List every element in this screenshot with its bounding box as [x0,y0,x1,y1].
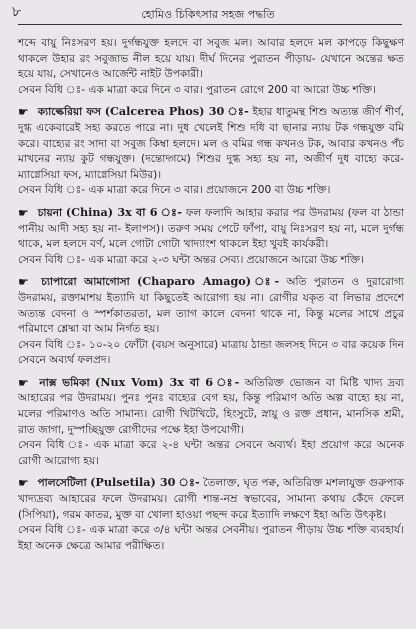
remedy-name-en: (Chaparo Amago) ঃ- [136,274,280,289]
remedy-name-bn: চ্যাপারো আমাগোসা [41,276,130,289]
running-title: হোমিও চিকিৎসার সহজ পদ্ধতি [141,8,275,21]
intro-paragraph: শব্দে বায়ু নিঃসরণ হয়। দুর্গন্ধযুক্ত হলদে বা সবুজ মল। আবার হলদে মল কাপড়ে কিছুক্ষণ থাকলে উহার রং সবুজাভ নীল হয়ে যায়। দীর্ঘ দিনের পুরাতন পীড়ায়- যেখানে অন্তের ক্ষত হয়ে যায়, সেখানেও আর্জেন্ট নাইট উপকারী। [18,37,404,81]
page-body [18,36,404,554]
remedy-description: অতিরিক্ত ভোজন বা মিষ্টি খাদ্য দ্রব্য আহারের পর উদরাময়। পুনঃ পুনঃ বাহ্যের বেগ হয়, কিন্তু পরিমাণ অতি অল্প বাহ্যে হয় না, মলের পরিমাণও অতি সামান্য। রোগী খিটখিটে, হিংসুটে, স্নায়ু ও রক্ত প্রধান, মানসিক শ্রমী, রাত জাগা, দুস্পচ্ছিয়ুক্ত রোগীদের পক্ষে ইহা উপযোগী। [18,376,404,436]
remedy-name-en: (Pulsetila) 30 ঃ- [90,475,200,490]
remedy-section [18,205,404,268]
remedy-name-bn: চায়না [37,206,63,219]
remedy-dosage: সেবন বিধি ঃ- এক মাত্রা করে ৩/৪ ঘন্টা অন্তর সেবনীয়। পুরাতন পীড়ায় উচ্চ শক্তি ব্যবহার্য। ইহা অনেক ক্ষেত্রে আমার পরীক্ষিত। [18,524,404,552]
pointing-hand-icon: ☛ [18,105,29,120]
remedy-description: তৈলাক্ত, ঘৃত পক্ব, অতিরিক্ত মশলাযুক্ত গুরুপাক খাদ্যদ্রব্য আহারের ফলে উদরাময়। রোগী শান্ত-নম্র স্বভাবের, সামান্য কথায় কেঁদে ফেলে (সিপিয়া), গরম কাতর, মুক্ত বা খোলা হাওয়া পছন্দ করে ইত্যাদি লক্ষণে ইহা অতি উৎকৃষ্ট। [18,477,404,521]
pointing-hand-icon: ☛ [18,476,29,491]
remedy-description: অতি পুরাতন ও দুরারোগ্য উদরাময়, রক্তামাশয় ইত্যাদি যা কিছুতেই আরোগ্য হয় না। রোগীর যকৃত বা লিভার প্রদেশে অত্যন্ত বেদনা ও স্পর্শকাতরতা, মল ত্যাগ কালে বেদনা থাকে না, কিন্তু মলের সাথে প্রচুর পরিমাণে শ্লেষ্মা বা আম নির্গত হয়। [18,276,404,336]
remedy-section [18,274,404,369]
remedy-description: ইহার ধাতুমন্থ শিশু অত্যন্ত জীর্ণ শীর্ণ, দুগ্ধ একেবারেই সহ্য করতে পারে না। দুধ খেলেই শিশু দধি বা ছানার ন্যায় টক গন্ধযুক্ত বমি করে। বাহ্যের রং সাদা বা সবুজ কিম্বা হলদে। মল ও বমির গন্ধ কখনও টক, আবার কখনও পঁচ মাখনের ন্যায় কুট গন্ধযুক্ত। (দন্তোদ্গমে) শিশুর দুগ্ধ সহ্য হয় না, অজীর্ণ দুধ বাহ্যে করে- ম্যাগ্নেসিয়া ফস, ম্যাগ্নেসিয়া মিউর)। [18,106,405,181]
remedy-section [18,375,404,470]
pointing-hand-icon: ☛ [18,375,29,390]
page-number: ৮ [12,4,22,20]
header-rule [18,24,402,25]
remedy-name-bn: পালসেটিলা [37,477,87,490]
pointing-hand-icon: ☛ [18,205,29,220]
remedy-dosage: সেবন বিধি ঃ- এক মাত্রা করে ২-৩ ঘন্টা অন্তর সেব্য। প্রয়োজনে আরো উচ্চ শক্তি। [18,253,365,266]
remedy-dosage: সেবন বিধি ঃ- ১০-২০ ফোঁটা (বয়স অনুসারে) মাত্রায় ঠান্ডা জলসহ দিনে ৩ বার কয়েক দিন সেবনে অব্যর্থ ফলপ্রদ। [18,338,404,367]
remedy-name-bn: ক্যাল্কেরিয়া ফস [37,106,102,119]
remedy-name-en: (Nux Vom) 3x বা 6 ঃ- [95,374,240,389]
intro-dosage: সেবন বিধি ঃ- এক মাত্রা করে দিনে ৩ বার। পুরাতন রোগে 200 বা আরো উচ্চ শক্তি। [18,83,376,96]
remedy-name-en: (Calcerea Phos) 30 ঃ- [104,104,249,119]
remedy-dosage: সেবন বিধি ঃ- এক মাত্রা করে ২-৪ ঘন্টা অন্তর সেবনে অব্যর্থ। ইহা প্রয়োগ করে অনেক রোগী আরোগ্য হয়। [18,439,404,467]
remedy-section [18,104,404,199]
remedy-name-en: (China) 3x বা 6 ঃ- [65,204,182,219]
pointing-hand-icon: ☛ [18,275,29,290]
remedy-description: ফল ফলাদি আহার করার পর উদরাময় (ফল বা ঠান্ডা পানীয় আদী সহ্য হয় না- ইলাপস)। তরুণ সময় পেটে ফাঁপা, বায়ু নিঃসরণ হয় না, মলে দুর্গন্ধ থাকে, মল হলদে বর্ণ, মলে গোটা গোটা খাদ্যাংশ থাকলে ইহা খুবই কার্যকরী। [18,206,404,251]
remedy-section [18,475,404,554]
page-header [10,5,406,25]
remedy-dosage: সেবন বিধি ঃ- এক মাত্রা করে দিনে ৩ বার। প্রয়োজনে 200 বা উচ্চ শক্তি। [18,184,331,197]
remedy-name-bn: নাক্স ভমিকা [39,376,90,389]
